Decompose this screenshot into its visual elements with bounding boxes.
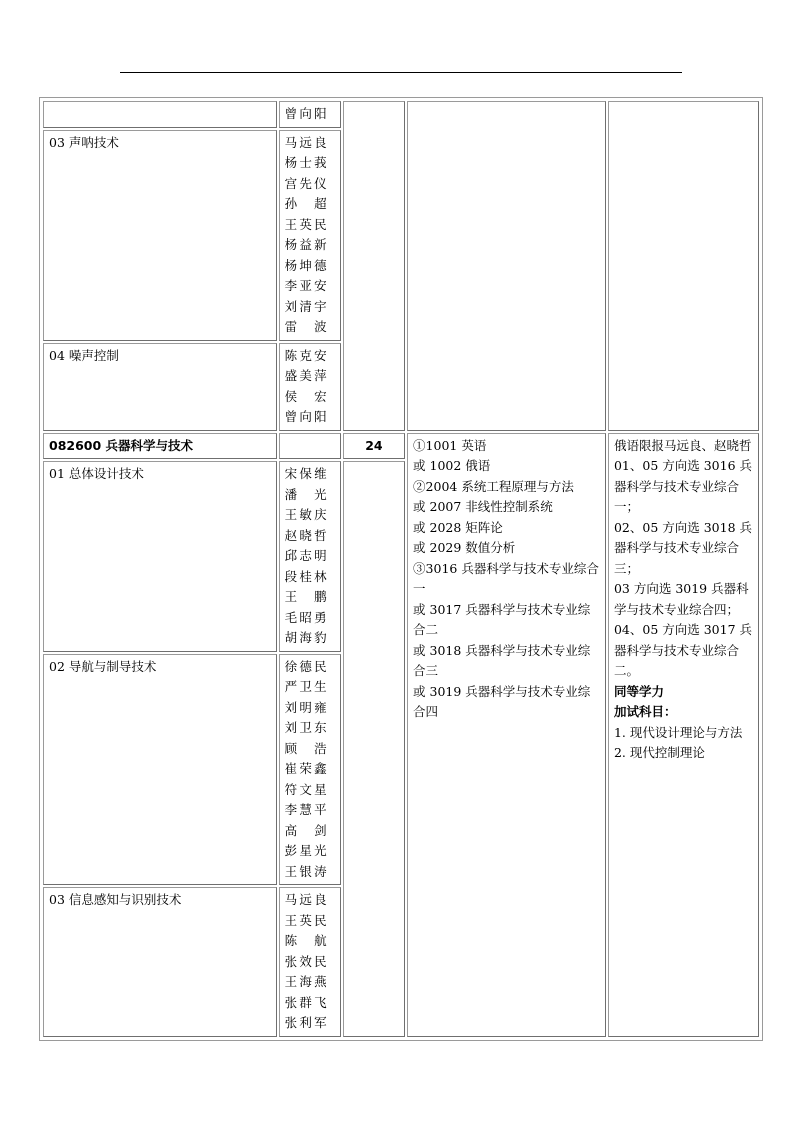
supervisor-name: 王银涛 [284,863,327,879]
supervisor-name: 雷 波 [284,319,327,334]
supervisor-name: 张效民 [284,953,327,969]
note-line: 04、05 方向选 3017 兵器科学与技术专业综合二。 [613,622,753,678]
supervisor-name: 杨士莪 [284,155,327,170]
supervisor-name: 王英民 [284,912,327,928]
supervisor-name: 李亚安 [284,278,327,293]
table-row-major [43,433,759,460]
supervisor-cell [279,130,341,341]
supervisor-name: 王英民 [284,216,327,232]
supervisor-name: 顾 浩 [284,740,327,756]
exam-line: ②2004 系统工程原理与方法 [413,478,574,494]
supervisor-name: 潘 光 [284,486,327,502]
program-table [41,99,761,1039]
exam-line: 或 3017 兵器科学与技术专业综合二 [413,601,591,637]
exam-cell-empty [407,101,606,431]
supervisor-name: 高 剑 [284,822,327,838]
exam-line: 或 3018 兵器科学与技术专业综合三 [413,642,591,678]
supervisor-name: 马远良 [284,134,327,150]
supervisor-cell [279,654,341,886]
exam-line: ①1001 英语 [413,437,487,453]
note-line: 03 方向选 3019 兵器科学与技术专业综合四； [613,581,749,617]
supervisor-name: 邱志明 [284,548,327,563]
supervisor-cell [279,887,341,1037]
supervisor-name: 宋保维 [284,466,327,481]
enrollment-cell-empty [343,101,405,431]
supervisor-cell [279,461,341,652]
exam-line: ③3016 兵器科学与技术专业综合一 [413,560,599,596]
extra-subjects-label: 加试科目： [613,704,677,719]
exam-line: 或 2028 矩阵论 [413,519,503,535]
major-code-name: 082600 兵器科学与技术 [43,433,277,460]
supervisor-name: 陈克安 [284,347,327,363]
supervisor-name: 曾向阳 [284,409,327,424]
extra-subject: 1. 现代设计理论与方法 [613,724,743,740]
supervisor-name: 刘清宇 [284,298,327,314]
supervisor-name: 陈 航 [284,933,327,948]
supervisor-name: 彭星光 [284,843,327,858]
supervisor-name: 王 鹏 [284,589,327,604]
supervisor-name: 胡海豹 [284,630,327,645]
supervisor-name: 张利军 [284,1015,327,1030]
supervisor-name: 张群飞 [284,994,327,1010]
supervisor-name: 符文星 [284,781,327,797]
exam-line: 或 2007 非线性控制系统 [413,499,553,514]
exam-line: 或 3019 兵器科学与技术专业综合四 [413,683,591,719]
note-cell-empty [608,101,759,431]
enrollment-cell-empty [343,461,405,1037]
supervisor-name: 赵晓哲 [284,527,327,543]
supervisor-name: 王敏庆 [284,507,327,522]
supervisor-cell-empty [279,433,341,460]
direction-cell-empty [43,101,277,128]
supervisor-name: 李慧平 [284,802,327,817]
header-rule [120,72,682,73]
supervisor-cell [279,343,341,431]
enrollment-count: 24 [343,433,405,460]
note-line: 02、05 方向选 3018 兵器科学与技术专业综合三； [613,519,753,576]
supervisor-name: 宫先仪 [284,175,327,191]
program-table-frame [39,97,763,1041]
supervisor-name: 崔荣鑫 [284,761,327,776]
supervisor-name: 侯 宏 [284,388,327,404]
supervisor-name: 王海燕 [284,974,327,989]
supervisor-name: 严卫生 [284,679,327,694]
direction-cell: 01 总体设计技术 [43,461,277,652]
supervisor-name: 杨坤德 [284,257,327,273]
supervisor-name: 盛美萍 [284,368,327,383]
exam-line: 或 2029 数值分析 [413,540,516,555]
supervisor-name: 刘明雍 [284,699,327,715]
notes-cell [608,433,759,1037]
direction-cell: 02 导航与制导技术 [43,654,277,886]
supervisor-cell [279,101,341,128]
supervisor-name: 段桂林 [284,568,327,584]
note-line: 01、05 方向选 3016 兵器科学与技术专业综合一； [613,458,753,514]
supervisor-name: 马远良 [284,892,327,907]
direction-cell: 03 信息感知与识别技术 [43,887,277,1037]
table-row [43,101,759,128]
supervisor-name: 毛昭勇 [284,609,327,625]
supervisor-name: 徐德民 [284,658,327,674]
extra-subject: 2. 现代控制理论 [613,745,705,760]
supervisor-name: 杨益新 [284,237,327,252]
note-line: 俄语限报马远良、赵晓哲 [613,437,752,453]
exam-subjects-cell [407,433,606,1037]
supervisor-name: 孙 超 [284,196,327,211]
direction-cell: 03 声呐技术 [43,130,277,341]
supervisor-name: 曾向阳 [284,106,327,121]
supervisor-name: 刘卫东 [284,720,327,735]
equivalent-label: 同等学力 [613,683,664,699]
exam-line: 或 1002 俄语 [413,458,491,473]
direction-cell: 04 噪声控制 [43,343,277,431]
